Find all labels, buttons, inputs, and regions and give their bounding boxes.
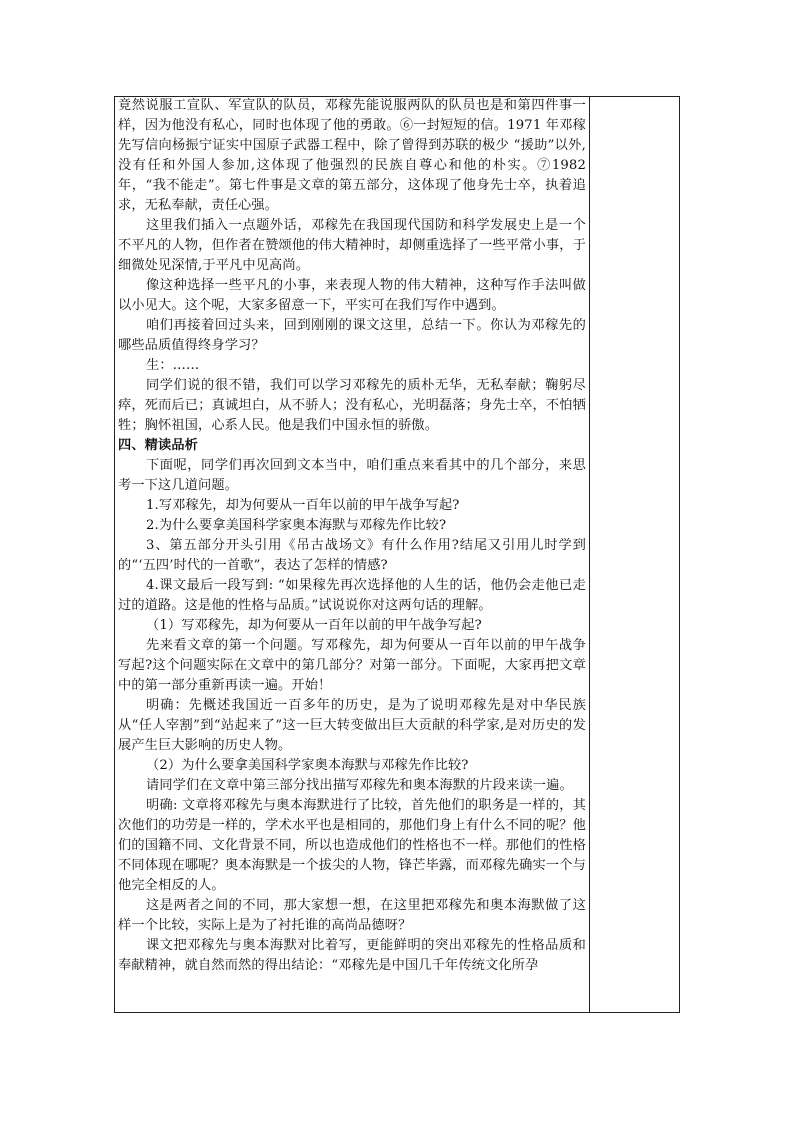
paragraph: 像这种选择一些平凡的小事，来表现人物的伟大精神，这种写作手法叫做以小见大。这个呢，大家多留意一下，平实可在我们写作中遇到。 xyxy=(118,278,586,313)
student-response: 生：…… xyxy=(146,358,200,373)
section-heading: 四、精读品析 xyxy=(118,438,199,453)
paragraph: 课文把邓稼先与奥本海默对比着写，更能鲜明的突出邓稼先的性格品质和奉献精神，就自然而然的得出结论：“邓稼先是中国几千年传统文化所孕 xyxy=(118,938,586,973)
paragraph: 下面呢，同学们再次回到文本当中，咱们重点来看其中的几个部分，来思考一下这几道问题。 xyxy=(118,458,586,493)
paragraph: 请同学们在文章中第三部分找出描写邓稼先和奥本海默的片段来读一遍。 xyxy=(146,778,573,793)
question-item: 1.写邓稼先，却为何要从一百年以前的甲午战争写起? xyxy=(146,498,460,513)
subquestion-heading: （1）写邓稼先，却为何要从一百年以前的甲午战争写起? xyxy=(146,618,482,633)
subquestion-heading: （2）为什么要拿美国科学家奥本海默与邓稼先作比较? xyxy=(146,758,469,773)
lesson-text-cell xyxy=(118,96,586,976)
paragraph: 同学们说的很不错，我们可以学习邓稼先的质朴无华，无私奉献；鞠躬尽瘁，死而后已；真诚坦白，从不骄人；没有私心，光明磊落；身先士卒，不怕牺牲；胸怀祖国，心系人民。他是我们中国永恒的骄傲。 xyxy=(118,378,586,433)
paragraph: 咱们再接着回过头来，回到刚刚的课文这里，总结一下。你认为邓稼先的哪些品质值得终身学习？ xyxy=(118,318,586,353)
paragraph: 这是两者之间的不同，那大家想一想，在这里把邓稼先和奥本海默做了这样一个比较，实际上是为了衬托谁的高尚品德呀？ xyxy=(118,898,586,933)
answer-paragraph: 明确：先概述我国近一百多年的历史，是为了说明邓稼先是对中华民族从“任人宰割”到“站起来了”这一巨大转变做出巨大贡献的科学家,是对历史的发展产生巨大影响的历史人物。 xyxy=(118,698,586,753)
paragraph: 这里我们插入一点题外话，邓稼先在我国现代国防和科学发展史上是一个不平凡的人物，但作者在赞颂他的伟大精神时，却侧重选择了一些平常小事，于细微处见深情,于平凡中见高尚。 xyxy=(118,218,586,273)
paragraph: 先来看文章的第一个问题。写邓稼先，却为何要从一百年以前的甲午战争写起?这个问题实际在文章中的第几部分？对第一部分。下面呢，大家再把文章中的第一部分重新再读一遍。开始！ xyxy=(118,638,586,693)
question-item: 2.为什么要拿美国科学家奥本海默与邓稼先作比较? xyxy=(146,518,447,533)
paragraph: 竟然说服工宣队、军宣队的队员，邓稼先能说服两队的队员也是和第四件事一样，因为他没有私心，同时也体现了他的勇敢。⑥一封短短的信。1971 年邓稼先写信向杨振宁证实中国原子武器工程中，除了曾得到苏联的极少 “援助”以外,没有任和外国人参加,这体现了他强烈的民族自尊心和他的朴实。⑦1982 年，“我不能走”。第七件事是文章的第五部分，这体现了他身先士卒，执着追求，无私奉献，责任心强。 xyxy=(118,98,586,213)
column-divider xyxy=(589,96,590,1013)
question-item: 3、第五部分开头引用《吊古战场文》有什么作用?结尾又引用儿时学到的“‘五四’时代的一首歌”，表达了怎样的情感? xyxy=(118,538,586,573)
answer-paragraph: 明确: 文章将邓稼先与奥本海默进行了比较，首先他们的职务是一样的，其次他们的功劳是一样的，学术水平也是相同的，那他们身上有什么不同的呢？他们的国籍不同、文化背景不同，所以也造成他们的性格也不一样。那他们的性格不同体现在哪呢？奥本海默是一个拔尖的人物，锋芒毕露，而邓稼先确实一个与他完全相反的人。 xyxy=(118,798,586,893)
question-item: 4.课文最后一段写到: “如果稼先再次选择他的人生的话，他仍会走他已走过的道路。这是他的性格与品质。”试说说你对这两句话的理解。 xyxy=(118,578,586,613)
